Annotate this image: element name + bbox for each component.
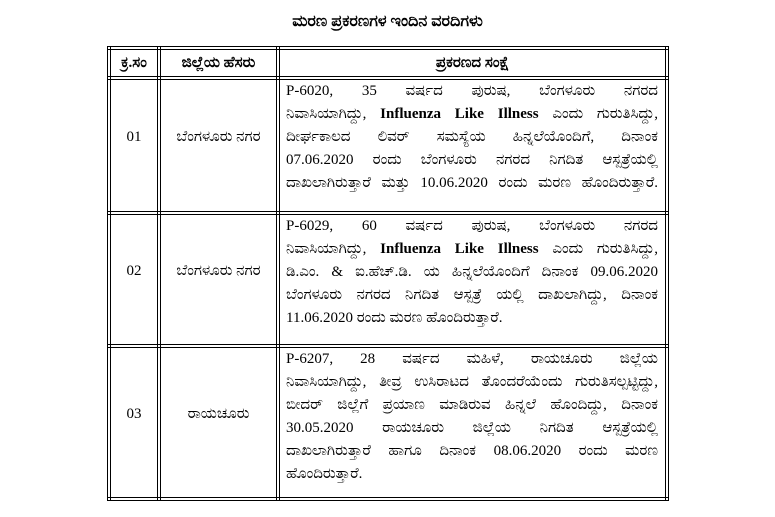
summary-cell [278,346,667,499]
line-segment: ಎಂದು ಗುರುತಿಸಿದ್ದು, [538,106,658,122]
death-cases-table [107,46,669,501]
summary-line: ಬೆಂಗಳೂರು ನಗರದ ನಿಗದಿತ ಆಸ್ಪತ್ರೆ ಯಲ್ಲಿ ದಾಖಲಾಗಿದ್ದು, ದಿನಾಂಕ [286,287,658,303]
summary-line: 11.06.2020 ರಂದು ಮರಣ ಹೊಂದಿರುತ್ತಾರೆ. [286,310,503,326]
death-cases-table-wrapper [107,46,665,497]
summary-line: ಡಿ.ಎಂ. & ಐ.ಹೆಚ್.ಡಿ. ಯ ಹಿನ್ನಲೆಯೊಂದಿಗೆ ದಿನಾಂಕ 09.06.2020 [286,264,658,280]
table-row [109,78,667,213]
summary-line [286,103,658,126]
illness-term: Influenza Like Illness [380,106,539,122]
summary-cell [278,213,667,346]
page-title: ಮರಣ ಪ್ರಕರಣಗಳ ಇಂದಿನ ವರದಿಗಳು [292,13,483,30]
summary-line: ದಾಖಲಾಗಿರುತ್ತಾರೆ ಹಾಗೂ ದಿನಾಂಕ 08.06.2020 ರಂದು ಮರಣ [286,443,658,459]
serial-cell: 03 [109,346,159,499]
summary-cell [278,78,667,213]
line-segment: ನಿವಾಸಿಯಾಗಿದ್ದು, [286,106,381,122]
table-row [109,346,667,499]
summary-line: ದೀರ್ಘಕಾಲದ ಲಿವರ್ ಸಮಸ್ಯೆಯ ಹಿನ್ನಲೆಯೊಂದಿಗೆ, ದಿನಾಂಕ [286,129,658,145]
district-cell: ಬೆಂಗಳೂರು ನಗರ [159,78,278,213]
district-cell: ರಾಯಚೂರು [159,346,278,499]
summary-line: ದಾಖಲಾಗಿರುತ್ತಾರೆ ಮತ್ತು 10.06.2020 ರಂದು ಮರಣ ಹೊಂದಿರುತ್ತಾರೆ. [286,175,658,191]
header-summary: ಪ್ರಕರಣದ ಸಂಕ್ಷೆ [278,48,667,78]
line-segment: ಎಂದು ಗುರುತಿಸಿದ್ದು, [538,241,658,257]
district-cell: ಬೆಂಗಳೂರು ನಗರ [159,213,278,346]
summary-line: ಹೊಂದಿರುತ್ತಾರೆ. [286,466,363,482]
line-segment: ನಿವಾಸಿಯಾಗಿದ್ದು, [286,241,381,257]
table-row [109,213,667,346]
summary-line: P-6029, 60 ವರ್ಷದ ಪುರುಷ, ಬೆಂಗಳೂರು ನಗರದ [286,218,658,234]
header-serial: ಕ್ರ.ಸಂ [109,48,159,78]
summary-line [286,238,658,261]
summary-line: ನಿವಾಸಿಯಾಗಿದ್ದು, ತೀವ್ರ ಉಸಿರಾಟದ ತೊಂದರೆಯೆಂದು ಗುರುತಿಸಲ್ಪಟ್ಟಿದ್ದು, [286,374,658,390]
serial-cell: 02 [109,213,159,346]
illness-term: Influenza Like Illness [380,241,539,257]
header-district: ಜಿಲ್ಲೆಯ ಹೆಸರು [159,48,278,78]
summary-line: P-6207, 28 ವರ್ಷದ ಮಹಿಳೆ, ರಾಯಚೂರು ಜಿಲ್ಲೆಯ [286,351,658,367]
serial-cell: 01 [109,78,159,213]
summary-line: 07.06.2020 ರಂದು ಬೆಂಗಳೂರು ನಗರದ ನಿಗದಿತ ಆಸ್ಪತ್ರೆಯಲ್ಲಿ [286,152,658,168]
table-header-row [109,48,667,78]
summary-line: P-6020, 35 ವರ್ಷದ ಪುರುಷ, ಬೆಂಗಳೂರು ನಗರದ [286,83,658,99]
summary-line: 30.05.2020 ರಾಯಚೂರು ಜಿಲ್ಲೆಯ ನಿಗದಿತ ಆಸ್ಪತ್ರೆಯಲ್ಲಿ [286,420,658,436]
summary-line: ಬೀದರ್ ಜಿಲ್ಲೆಗೆ ಪ್ರಯಾಣ ಮಾಡಿರುವ ಹಿನ್ನಲೆ ಹೊಂದಿದ್ದು, ದಿನಾಂಕ [286,397,658,413]
